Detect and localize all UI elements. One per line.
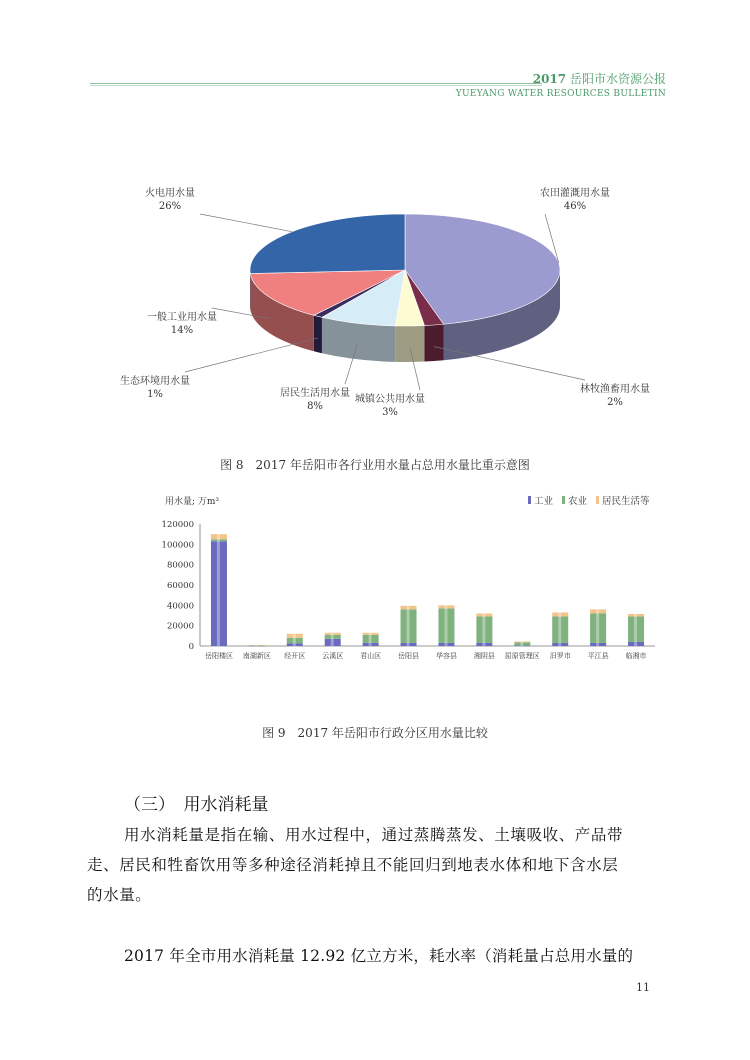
pie-label: 农田灌溉用水量	[540, 188, 610, 199]
pie-value-label: 46%	[563, 201, 587, 212]
pie-leader-line	[185, 338, 318, 372]
header-rule	[90, 83, 542, 84]
bar-category-label: 汨罗市	[549, 652, 571, 660]
bar-ytick-label: 20000	[166, 621, 194, 632]
bar-chart	[150, 482, 670, 682]
bar-category-label: 岳阳楼区	[204, 652, 233, 660]
pie-label: 生态环境用水量	[120, 376, 190, 387]
figure9-caption: 图 9 2017 年岳阳市行政分区用水量比较	[262, 726, 488, 740]
legend-label: 居民生活等	[602, 496, 650, 507]
bar-category-label: 华容县	[435, 652, 457, 660]
bar-category-label: 君山区	[360, 652, 382, 660]
pie-label: 林牧渔畜用水量	[580, 384, 650, 395]
bar-highlight	[520, 641, 523, 646]
figure8-caption: 图 8 2017 年岳阳市各行业用水量占总用水量比重示意图	[220, 458, 530, 472]
bar-category-label: 经开区	[284, 652, 306, 660]
legend-swatch	[562, 496, 565, 504]
bar-ytick-label: 80000	[166, 560, 194, 571]
bar-highlight	[293, 634, 296, 646]
paragraph-definition	[87, 820, 667, 910]
legend-label: 农业	[568, 496, 588, 507]
pie-label: 火电用水量	[145, 188, 195, 199]
bar-highlight	[482, 613, 485, 646]
paragraph-line: 用水消耗量是指在输、用水过程中，通过蒸腾蒸发、土壤吸收、产品带	[124, 826, 624, 844]
pie-label: 一般工业用水量	[147, 312, 217, 323]
pie-value-label: 8%	[307, 401, 323, 412]
bar-ytick-label: 0	[188, 642, 194, 652]
header-year: 2017	[532, 72, 567, 86]
bar-highlight	[596, 609, 599, 646]
pie-chart	[0, 170, 750, 430]
pie-label: 城镇公共用水量	[355, 394, 425, 405]
bar-category-label: 屈原管理区	[504, 652, 540, 660]
paragraph-consumption	[87, 941, 667, 971]
pie-slice	[250, 214, 405, 274]
header-rule-secondary	[90, 85, 542, 86]
pie-value-label: 2%	[607, 397, 623, 408]
bar-ytick-label: 120000	[161, 520, 194, 530]
bar-ytick-label: 60000	[166, 581, 194, 591]
pie-slice-side	[395, 326, 424, 362]
pie-leader-line	[434, 347, 585, 380]
bar-category-label: 岳阳县	[398, 652, 420, 660]
bar-highlight	[255, 645, 258, 646]
bar-highlight	[634, 614, 637, 646]
header-title	[533, 70, 666, 87]
bar-highlight	[331, 633, 334, 646]
bar-category-label: 南湖新区	[242, 652, 271, 660]
legend-label: 工业	[534, 496, 554, 507]
bar-highlight	[558, 612, 561, 646]
page-number: 11	[636, 981, 650, 994]
pie-value-label: 14%	[170, 325, 194, 336]
legend-swatch	[528, 496, 531, 504]
bar-category-label: 平江县	[587, 652, 609, 660]
bar-highlight	[369, 633, 372, 646]
paragraph-line: 走、居民和牲畜饮用等多种途径消耗掉且不能回归到地表水体和地下含水层	[87, 856, 619, 874]
bar-category-label: 云溪区	[322, 652, 344, 660]
pie-value-label: 1%	[147, 389, 163, 400]
section-heading: （三） 用水消耗量	[124, 795, 269, 815]
legend-swatch	[596, 496, 599, 504]
bar-category-label: 临湘市	[625, 652, 647, 660]
paragraph-line: 2017 年全市用水消耗量 12.92 亿立方米，耗水率（消耗量占总用水量的	[124, 947, 634, 965]
paragraph-line: 的水量。	[87, 886, 152, 904]
pie-leader-line	[200, 214, 292, 232]
pie-label: 居民生活用水量	[280, 388, 350, 399]
pie-value-label: 3%	[382, 407, 398, 418]
bar-ylabel: 用水量; 万m³	[165, 497, 220, 507]
pie-value-label: 26%	[158, 201, 182, 212]
header-title-text: 岳阳市水资源公报	[569, 72, 666, 86]
bar-ytick-label: 100000	[161, 540, 194, 551]
bar-highlight	[444, 605, 447, 646]
bar-highlight	[217, 534, 220, 646]
pie-slice-side	[314, 315, 322, 353]
bar-category-label: 湘阴县	[473, 652, 495, 660]
bar-highlight	[407, 606, 410, 646]
header-subtitle: YUEYANG WATER RESOURCES BULLETIN	[455, 89, 666, 99]
bar-ytick-label: 40000	[166, 601, 194, 612]
pie-slice-side	[424, 324, 443, 361]
